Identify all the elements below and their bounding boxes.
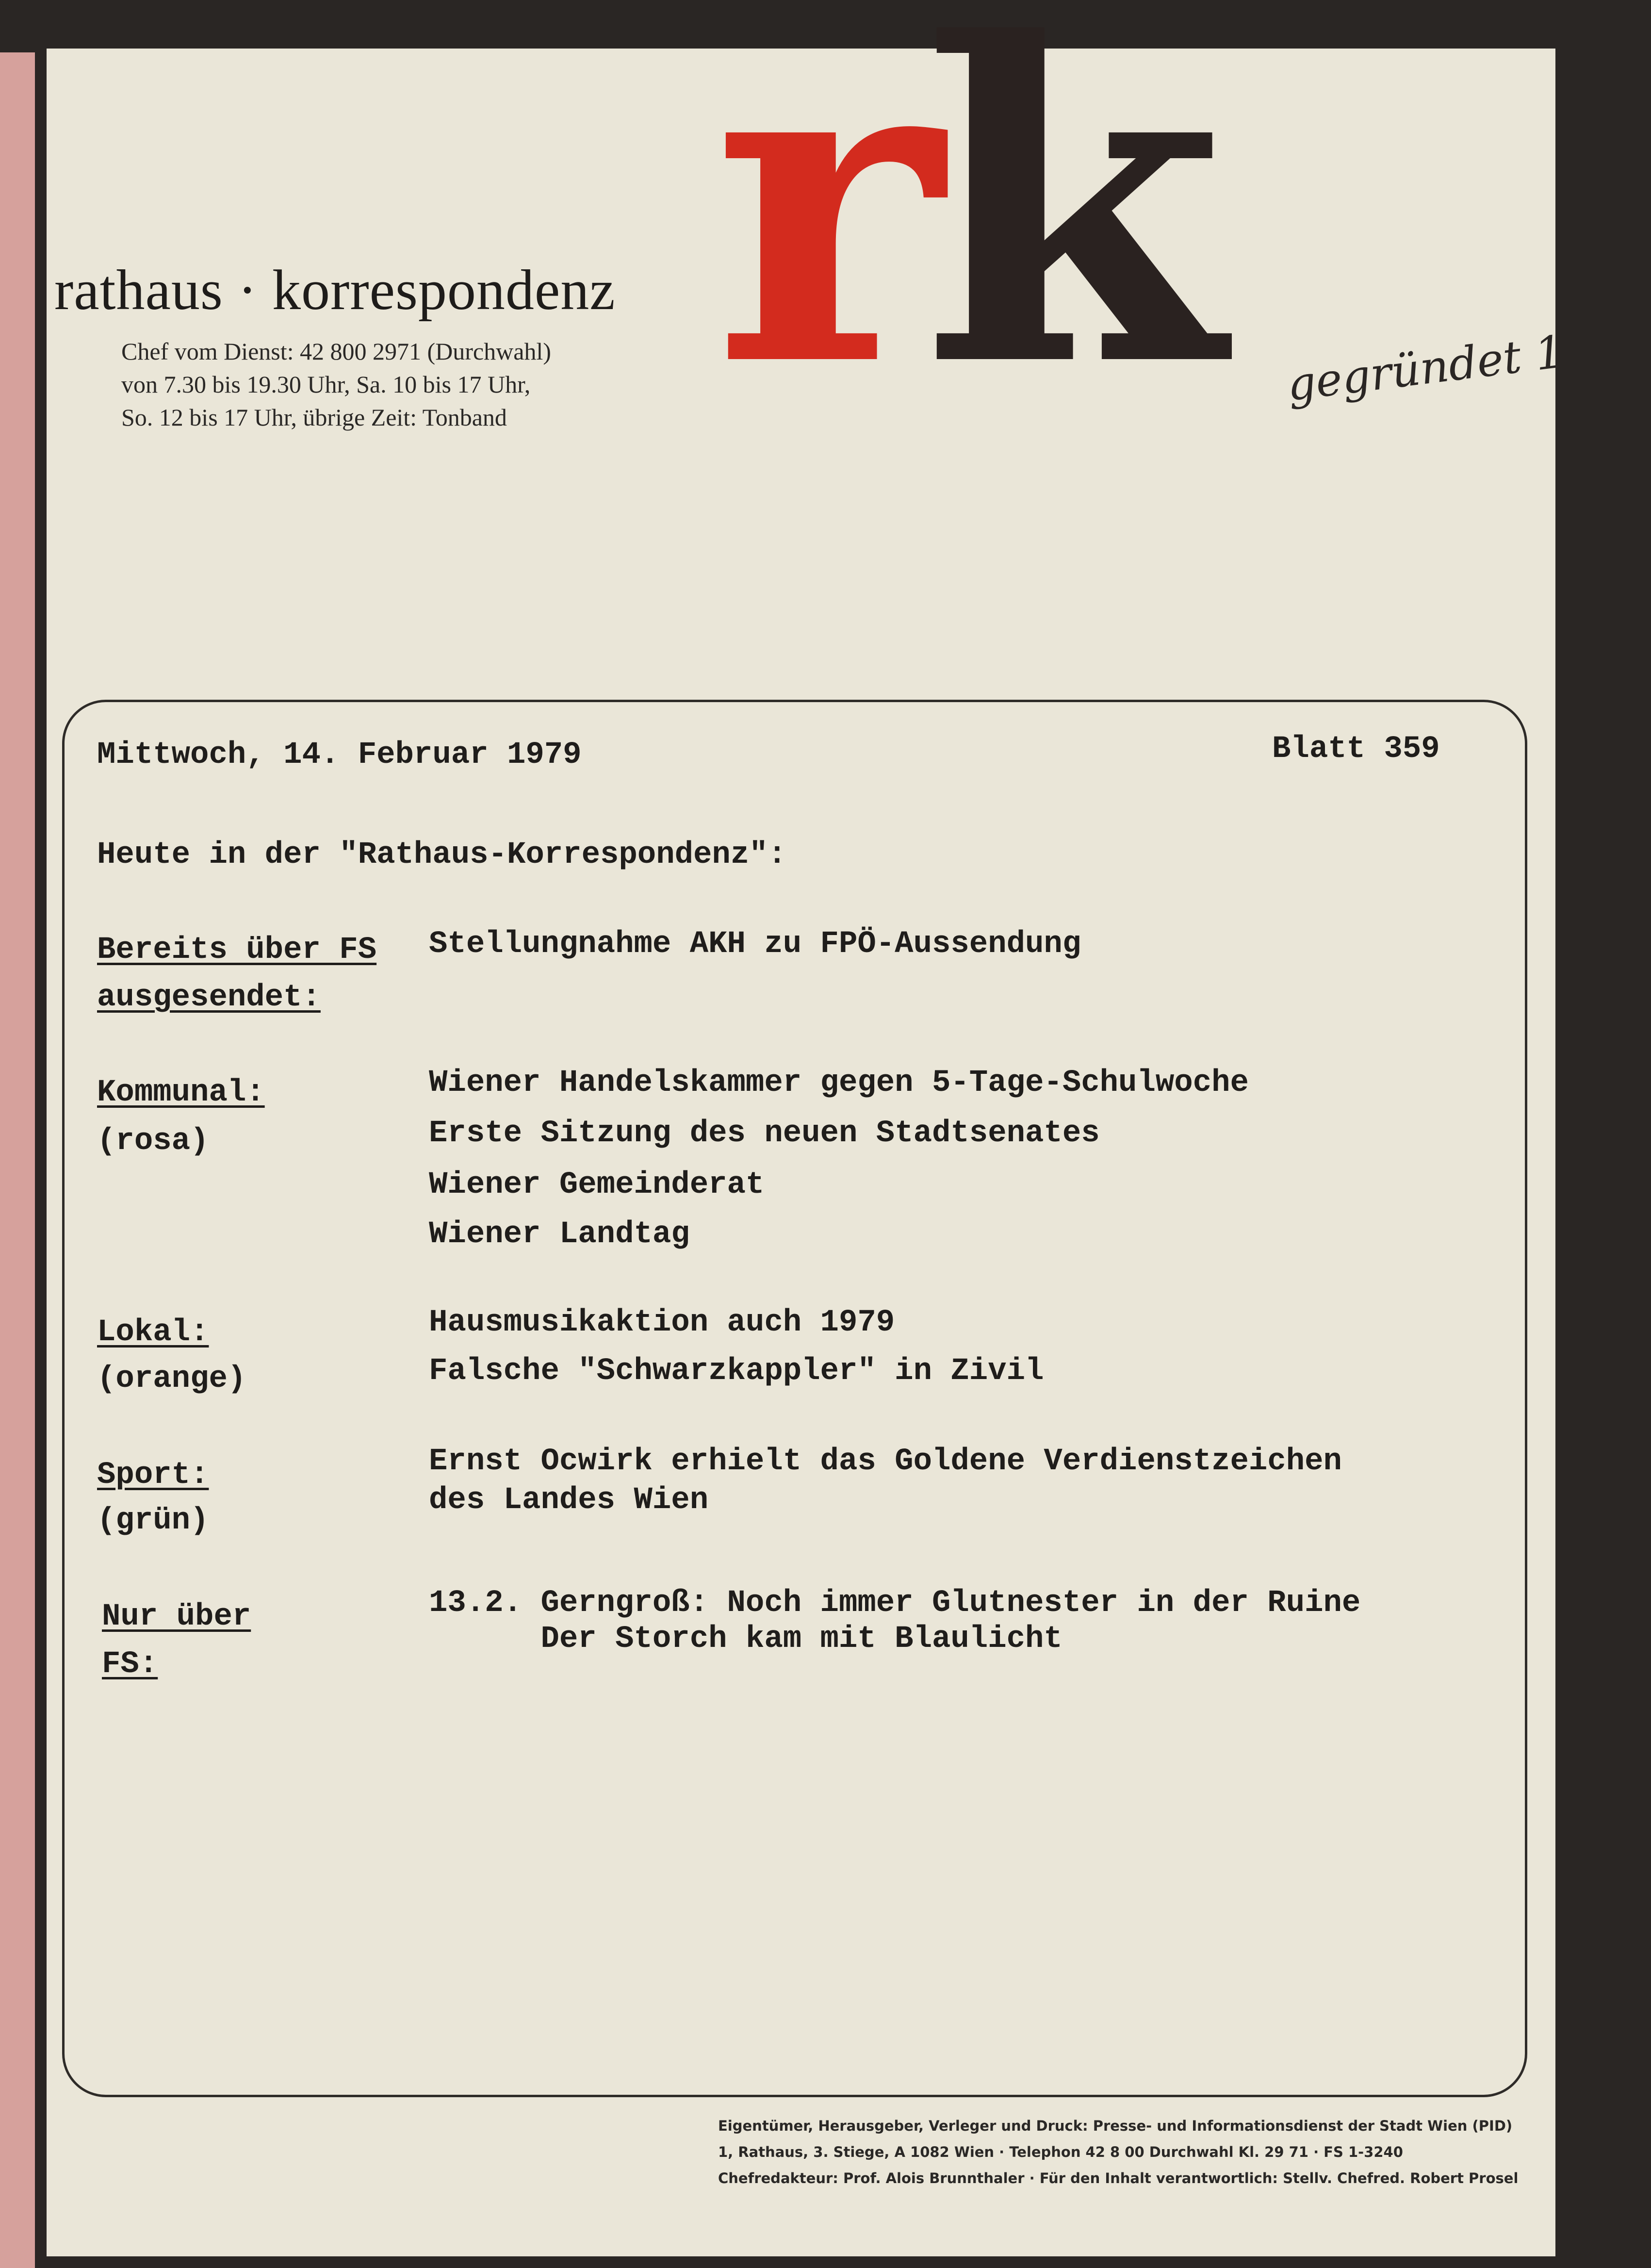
section-item: Wiener Gemeinderat [429,1167,765,1202]
contact-line: Chef vom Dienst: 42 800 2971 (Durchwahl) [121,338,551,365]
section-item: Der Storch kam mit Blaulicht [429,1622,1063,1657]
sheet-number: Blatt 359 [1272,732,1440,767]
section-label: ausgesendet: [97,980,321,1015]
section-item: Hausmusikaktion auch 1979 [429,1305,895,1340]
section-item: Falsche "Schwarzkappler" in Zivil [429,1354,1044,1389]
section-label: Sport: [97,1458,209,1493]
section-item: Wiener Landtag [429,1217,690,1252]
imprint-line: Eigentümer, Herausgeber, Verleger und Druck: Presse- und Informationsdienst der Stadt Wien (PID) [718,2118,1513,2134]
section-item: Ernst Ocwirk erhielt das Goldene Verdienstzeichen [429,1444,1342,1479]
pink-page-edge [0,52,35,2268]
contact-info [121,335,551,434]
section-label: Nur über [102,1599,251,1634]
section-label: Kommunal: [97,1075,265,1110]
bulletin-frame [62,700,1527,2097]
founded-signature: gegründet 1861 [1284,315,1651,411]
section-item: Stellungnahme AKH zu FPÖ-Aussendung [429,927,1081,962]
section-item: des Landes Wien [429,1483,709,1518]
section-label: Lokal: [97,1315,209,1350]
section-label: Bereits über FS [97,933,377,968]
logo-letter-k: k [922,0,1225,462]
imprint-line: 1, Rathaus, 3. Stiege, A 1082 Wien · Telephon 42 8 00 Durchwahl Kl. 29 71 · FS 1-3240 [718,2144,1403,2160]
section-item: 13.2. Gerngroß: Noch immer Glutnester in der Ruine [429,1586,1361,1621]
bulletin-date: Mittwoch, 14. Februar 1979 [97,738,582,772]
section-label: (orange) [97,1362,246,1397]
masthead-block [54,257,616,323]
masthead-title: rathaus · korrespondenz [54,258,616,322]
contact-line: So. 12 bis 17 Uhr, übrige Zeit: Tonband [121,404,507,431]
imprint-line: Chefredakteur: Prof. Alois Brunnthaler · Für den Inhalt verantwortlich: Stellv. Chefred. Robert Prosel [718,2170,1519,2186]
section-label: (rosa) [97,1124,209,1159]
section-label: (grün) [97,1503,209,1538]
bulletin-intro: Heute in der "Rathaus-Korrespondenz": [97,838,787,872]
section-item: Wiener Handelskammer gegen 5-Tage-Schulwoche [429,1066,1249,1101]
section-label: FS: [102,1647,158,1682]
logo-letter-r: r [713,0,944,462]
contact-line: von 7.30 bis 19.30 Uhr, Sa. 10 bis 17 Uhr, [121,371,531,398]
section-item: Erste Sitzung des neuen Stadtsenates [429,1116,1100,1151]
